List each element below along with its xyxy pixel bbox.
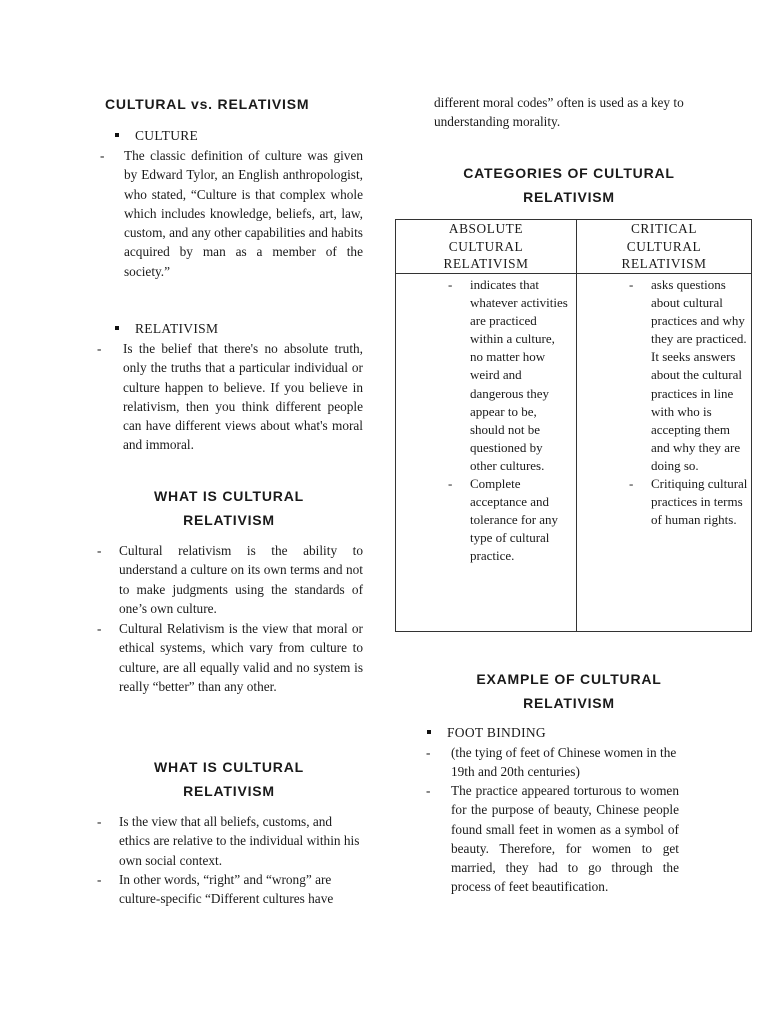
dash-bullet: - (448, 476, 453, 492)
square-bullet-icon (115, 326, 119, 330)
categories-heading: CATEGORIES OF CULTURAL RELATIVISM (463, 165, 675, 205)
critical-column-cell (577, 274, 752, 632)
page-title: CULTURAL vs. RELATIVISM (105, 96, 310, 112)
absolute-cultural-relativism-header: ABSOLUTE CULTURAL RELATIVISM (396, 220, 577, 274)
dash-bullet: - (97, 872, 102, 887)
critical-cultural-relativism-header: CRITICAL CULTURAL RELATIVISM (577, 220, 752, 274)
table-row (396, 274, 752, 632)
dash-bullet: - (426, 783, 431, 798)
example-item-1: - (the tying of feet of Chinese women in the 19th and 20th centuries) (426, 745, 677, 780)
culture-bullet (115, 126, 198, 145)
section2-item-2: - Cultural Relativism is the view that moral or ethical systems, which vary from culture to culture, are all equally valid and no system is really “better” than any other. (97, 621, 363, 694)
relativism-bullet (115, 319, 218, 338)
critical-item-1: - asks questions about cultural practices and why they are practiced. It seeks answers about the cultural practices in line with who is accepting them and why they are doing so. (629, 277, 747, 473)
absolute-item-2: - Complete acceptance and tolerance for any type of cultural practice. (448, 476, 559, 564)
dash-bullet: - (448, 277, 453, 292)
what-is-cultural-relativism-heading-2: WHAT IS CULTURAL RELATIVISM (154, 759, 304, 799)
section3-item-1: - Is the view that all beliefs, customs, and ethics are relative to the individual within his own social context. (97, 814, 360, 868)
categories-table (395, 219, 752, 632)
example-heading: EXAMPLE OF CULTURAL RELATIVISM (476, 671, 662, 711)
dash-bullet: - (97, 814, 102, 829)
foot-binding-label: FOOT BINDING (447, 725, 546, 740)
square-bullet-icon (427, 730, 431, 734)
dash-bullet: - (629, 476, 634, 492)
dash-bullet: - (97, 621, 102, 636)
example-item-2: - The practice appeared torturous to women for the purpose of beauty, Chinese people found small feet in women as a symbol of beauty. Therefore, for women to get married, they had to go through the process of feet beautification. (426, 783, 679, 895)
foot-binding-bullet (427, 723, 546, 742)
relativism-label: RELATIVISM (135, 321, 219, 336)
dash-bullet: - (426, 745, 431, 760)
what-is-cultural-relativism-heading-1: WHAT IS CULTURAL RELATIVISM (154, 488, 304, 528)
dash-bullet: - (100, 148, 105, 163)
dash-bullet: - (97, 543, 102, 558)
culture-label: CULTURE (135, 128, 199, 143)
absolute-column-cell (396, 274, 577, 632)
table-header-row (396, 220, 752, 274)
culture-definition: - The classic definition of culture was given by Edward Tylor, an English anthropologist, who stated, “Culture is that complex whole which includes knowledge, beliefs, art, law, custom, and any other capabilities and habits acquired by man as a member of the society.” (100, 148, 363, 279)
section3-item-2: - In other words, “right” and “wrong” are culture-specific “Different cultures have (97, 872, 334, 907)
absolute-item-1: - indicates that whatever activities are practiced within a culture, no matter how weird and dangerous they appear to be, should not be questioned by other cultures. (448, 277, 568, 473)
continuation-text: different moral codes” often is used as a key to understanding morality. (434, 95, 684, 130)
section2-item-1: - Cultural relativism is the ability to understand a culture on its own terms and not to make judgments using the standards of one’s own culture. (97, 543, 363, 616)
square-bullet-icon (115, 133, 119, 137)
dash-bullet: - (97, 341, 102, 356)
critical-item-2: - Critiquing cultural practices in terms of human rights. (629, 476, 748, 528)
relativism-definition: - Is the belief that there's no absolute truth, only the truths that a particular individual or culture happen to believe. If you believe in relativism, then you think different people can have different views about what's moral and immoral. (97, 341, 363, 453)
dash-bullet: - (629, 277, 634, 292)
